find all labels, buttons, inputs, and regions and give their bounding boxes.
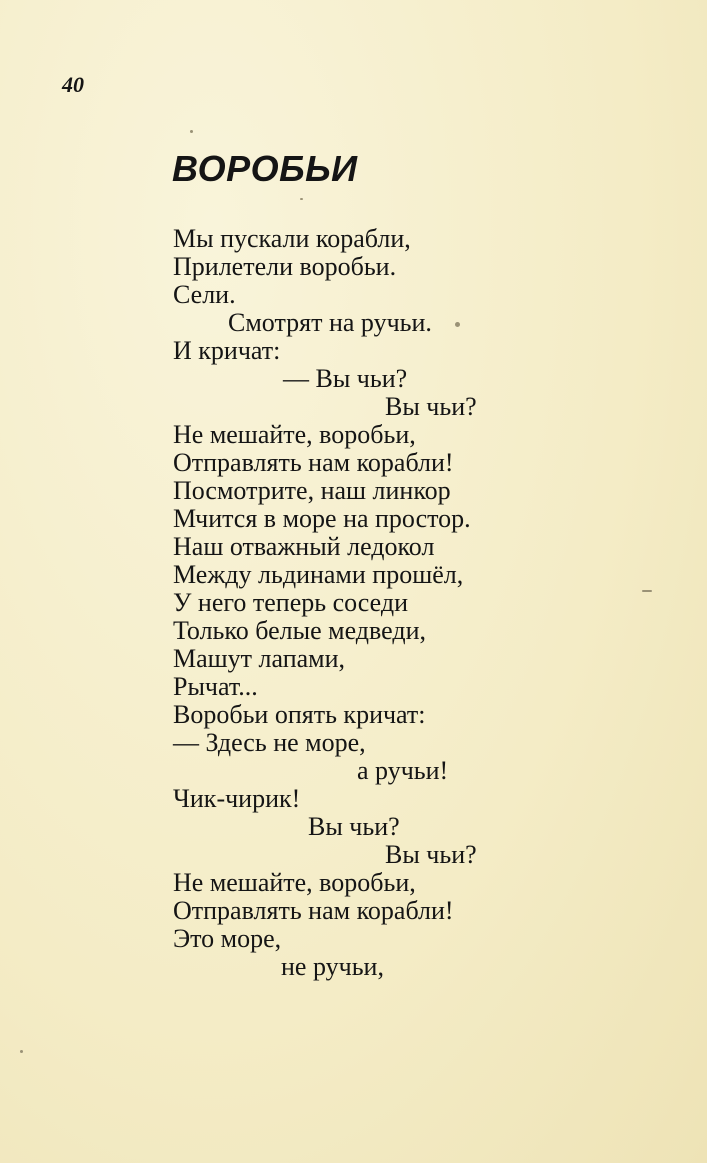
- poem-line: не ручьи,: [281, 952, 384, 981]
- poem-line: Мчится в море на простор.: [173, 504, 471, 533]
- paper-speck: [20, 1050, 23, 1053]
- poem-line: Машут лапами,: [173, 644, 346, 673]
- poem-line: Отправлять нам корабли!: [173, 448, 454, 477]
- page-number: 40: [62, 72, 84, 97]
- poem-line: Между льдинами прошёл,: [173, 560, 464, 589]
- poem-line: Не мешайте, воробьи,: [173, 868, 416, 897]
- poem-line: Смотрят на ручьи.: [228, 308, 432, 337]
- poem-title: ВОРОБЬИ: [172, 148, 358, 189]
- poem-line: Прилетели воробьи.: [173, 252, 397, 281]
- poem-line: Только белые медведи,: [173, 616, 426, 645]
- paper-speck: [455, 322, 460, 327]
- paper-speck: [190, 130, 193, 133]
- paper-speck: [642, 590, 652, 592]
- poem-line: а ручьи!: [357, 756, 449, 785]
- poem-line: Отправлять нам корабли!: [173, 896, 454, 925]
- poem-line: Чик-чирик!: [173, 784, 301, 813]
- poem-line: Вы чьи?: [385, 840, 477, 869]
- poem-line: У него теперь соседи: [173, 588, 408, 617]
- poem-line: Наш отважный ледокол: [173, 532, 435, 561]
- poem-line: Сели.: [173, 280, 236, 309]
- poem-line: И кричат:: [173, 336, 281, 365]
- poem-text: [173, 225, 673, 981]
- poem-line: — Здесь не море,: [173, 728, 366, 757]
- poem-line: Вы чьи?: [308, 812, 400, 841]
- poem-line: — Вы чьи?: [283, 364, 408, 393]
- poem-line: Не мешайте, воробьи,: [173, 420, 416, 449]
- poem-line: Рычат...: [173, 672, 258, 701]
- poem-line: Вы чьи?: [385, 392, 477, 421]
- poem-line: Мы пускали корабли,: [173, 224, 411, 253]
- poem-line: Воробьи опять кричат:: [173, 700, 426, 729]
- paper-speck: [300, 198, 303, 200]
- poem-line: Посмотрите, наш линкор: [173, 476, 451, 505]
- poem-line: Это море,: [173, 924, 282, 953]
